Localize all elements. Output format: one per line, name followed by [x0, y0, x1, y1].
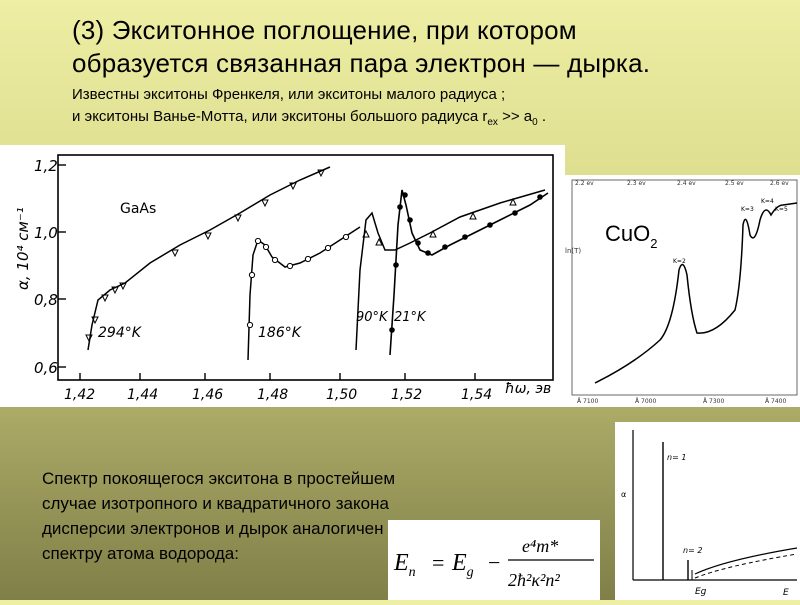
temp-label-294k: 294°K — [98, 325, 141, 341]
gaas-xtick-4: 1,48 — [257, 387, 289, 403]
cuo2-bottom-tick-2: Å 7000 — [635, 398, 657, 405]
title-line-2: образуется связанная пара электрон — дырка. — [72, 48, 651, 78]
gaas-xtick-5: 1,50 — [326, 387, 358, 403]
slide-heading — [72, 14, 792, 134]
gaas-xtick-2: 1,44 — [127, 387, 159, 403]
hs-label-n1: n= 1 — [667, 453, 687, 462]
cuo2-peak-k3: K=3 — [741, 206, 754, 213]
gaas-ytick-4: 0,6 — [34, 359, 58, 377]
body-text: Спектр покоящегося экситона в простейшем случае изотропного и квадратичного закона дисперсии электронов и дырок аналогичен спектру атома водорода: — [42, 469, 396, 563]
subtitle-line-1: Известны экситоны Френкеля, или экситоны малого радиуса ; — [72, 86, 506, 103]
cuo2-peak-k5: K=5 — [775, 206, 788, 213]
gaas-xtick-1: 1,42 — [64, 387, 96, 403]
gaas-xtick-3: 1,46 — [192, 387, 224, 403]
gaas-material-label: GaAs — [120, 201, 157, 217]
subtitle-line-2 — [72, 106, 792, 134]
cuo2-label: CuO$_2$ — [605, 221, 658, 251]
formula-denominator: 2ħ²κ²n² — [508, 570, 560, 590]
formula-eg: $E_g$ — [452, 550, 474, 580]
curve-294k — [88, 167, 330, 350]
cuo2-peak-k4: K=4 — [761, 198, 774, 205]
hydrogen-spectrum-panel — [615, 422, 800, 600]
cuo2-bottom-tick-1: Å 7100 — [577, 398, 599, 405]
gaas-ylabel: α, 10⁴ см⁻¹ — [14, 207, 32, 290]
hs-continuum-solid — [695, 548, 797, 574]
formula-minus: − — [488, 550, 501, 575]
cuo2-bottom-tick-3: Å 7300 — [703, 398, 725, 405]
hs-label-n2: n= 2 — [683, 546, 703, 555]
gaas-plot-panel — [0, 145, 565, 407]
a0-subscript: 0 — [532, 117, 538, 128]
temp-label-186k: 186°K — [258, 325, 301, 341]
cuo2-peak-k2: K=2 — [673, 258, 686, 265]
formula-numerator: e⁴m* — [522, 536, 559, 556]
cuo2-bottom-tick-4: Å 7400 — [765, 398, 787, 405]
cuo2-top-tick-3: 2.4 ev — [677, 180, 696, 187]
cuo2-top-tick-4: 2.5 ev — [725, 180, 744, 187]
markers-186k — [247, 234, 348, 327]
formula-svg — [388, 520, 600, 600]
gaas-ytick-2: 1,0 — [34, 224, 58, 242]
cuo2-plot — [565, 175, 800, 407]
hs-ylabel: α — [621, 490, 627, 499]
cuo2-top-tick-2: 2.3 ev — [627, 180, 646, 187]
subtitle-line-2-mid: >> a — [497, 108, 533, 125]
subtitle-line-2-text: и экситоны Ванье-Мотта, или экситоны большого радиуса r — [72, 108, 488, 125]
gaas-plot — [0, 145, 565, 407]
cuo2-top-tick-1: 2.2 ev — [575, 180, 594, 187]
hs-eg-label: Eg — [695, 587, 707, 597]
gaas-ytick-1: 1,2 — [34, 157, 58, 175]
title-line-1: (3) Экситонное поглощение, при котором — [72, 15, 577, 45]
curve-21k — [390, 190, 548, 355]
exciton-energy-formula — [388, 520, 600, 600]
markers-294k — [86, 170, 324, 341]
gaas-ytick-3: 0,8 — [34, 291, 58, 309]
formula-equals: = — [432, 550, 445, 575]
gaas-plot-frame — [58, 155, 553, 380]
hydrogen-spectrum-plot — [615, 422, 800, 600]
hs-xlabel: E — [783, 588, 789, 598]
rex-subscript: ex — [487, 117, 498, 128]
cuo2-top-tick-5: 2.6 ev — [770, 180, 789, 187]
gaas-xtick-6: 1,52 — [391, 387, 423, 403]
cuo2-plot-panel — [565, 175, 800, 407]
gaas-xtick-7: 1,54 — [461, 387, 493, 403]
gaas-xlabel: ħω, эв — [505, 381, 552, 397]
formula-lhs: $E_n$ — [394, 550, 416, 580]
temp-label-90k: 90°K — [356, 310, 388, 325]
subtitle-line-2-end: . — [537, 108, 547, 125]
temp-label-21k: 21°K — [394, 310, 426, 325]
cuo2-ylabel: ln(T) — [565, 247, 582, 255]
